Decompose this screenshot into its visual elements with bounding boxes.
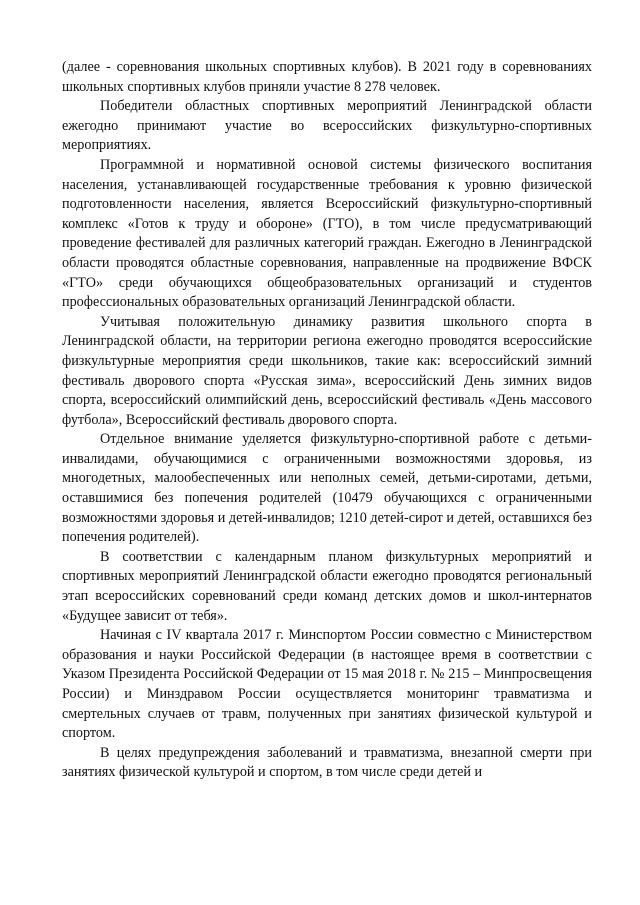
- document-page: [62, 58, 592, 783]
- paragraph-injury-monitoring: Начиная с IV квартала 2017 г. Минспортом России совместно с Министерством образования и науки Российской Федерации (в настоящее время в соответствии с Указом Президента Российской Федерации от 15 мая 2018 г. № 215 – Минпросвещения России) и Минздравом России осуществляется мониторинг травматизма и смертельных случаев от травм, полученных при занятиях физической культурой и спортом.: [62, 627, 592, 742]
- paragraph-school-clubs: (далее - соревнования школьных спортивных клубов). В 2021 году в соревнованиях школьных спортивных клубов приняли участие 8 278 человек.: [62, 59, 592, 95]
- paragraph-orphanage-competitions: В соответствии с календарным планом физкультурных мероприятий и спортивных мероприятий Ленинградской области ежегодно проводятся региональный этап всероссийских соревнований среди команд детских домов и школ-интернатов «Будущее зависит от тебя».: [62, 548, 592, 624]
- paragraph-prevention: В целях предупреждения заболеваний и травматизма, внезапной смерти при занятиях физической культурой и спортом, в том числе среди детей и: [62, 744, 592, 781]
- paragraph-disabled-children: Отдельное внимание уделяется физкультурно-спортивной работе с детьми-инвалидами, обучающимися с ограниченными возможностями здоровья, из многодетных, малообеспеченных или неполных семей, детьми-сиротами, детьми, оставшимися без попечения родителей (10479 обучающихся с ограниченными возможностями здоровья и детей-инвалидов; 1210 детей-сирот и детей, оставшихся без попечения родителей).: [62, 431, 592, 546]
- paragraph-gto-complex: Программной и нормативной основой системы физического воспитания населения, устанавливающей государственные требования к уровню физической подготовленности населения, является Всероссийский физкультурно-спортивный комплекс «Готов к труду и обороне» (ГТО), в том числе предусматривающий проведение фестивалей для различных категорий граждан. Ежегодно в Ленинградской области проводятся областные соревнования, направленные на продвижение ВФСК «ГТО» среди обучающихся общеобразовательных организаций и студентов профессиональных образовательных организаций Ленинградской области.: [62, 156, 592, 311]
- paragraph-school-sport-events: Учитывая положительную динамику развития школьного спорта в Ленинградской области, на территории региона ежегодно проводятся всероссийские физкультурные мероприятия среди школьников, такие как: всероссийский зимний фестиваль дворового спорта «Русская зима», всероссийский День зимних видов спорта, всероссийский олимпийский день, всероссийский фестиваль «День массового футбола», Всероссийский фестиваль дворового спорта.: [62, 313, 592, 428]
- paragraph-regional-winners: Победители областных спортивных мероприятий Ленинградской области ежегодно принимают участие во всероссийских физкультурно-спортивных мероприятиях.: [62, 98, 592, 154]
